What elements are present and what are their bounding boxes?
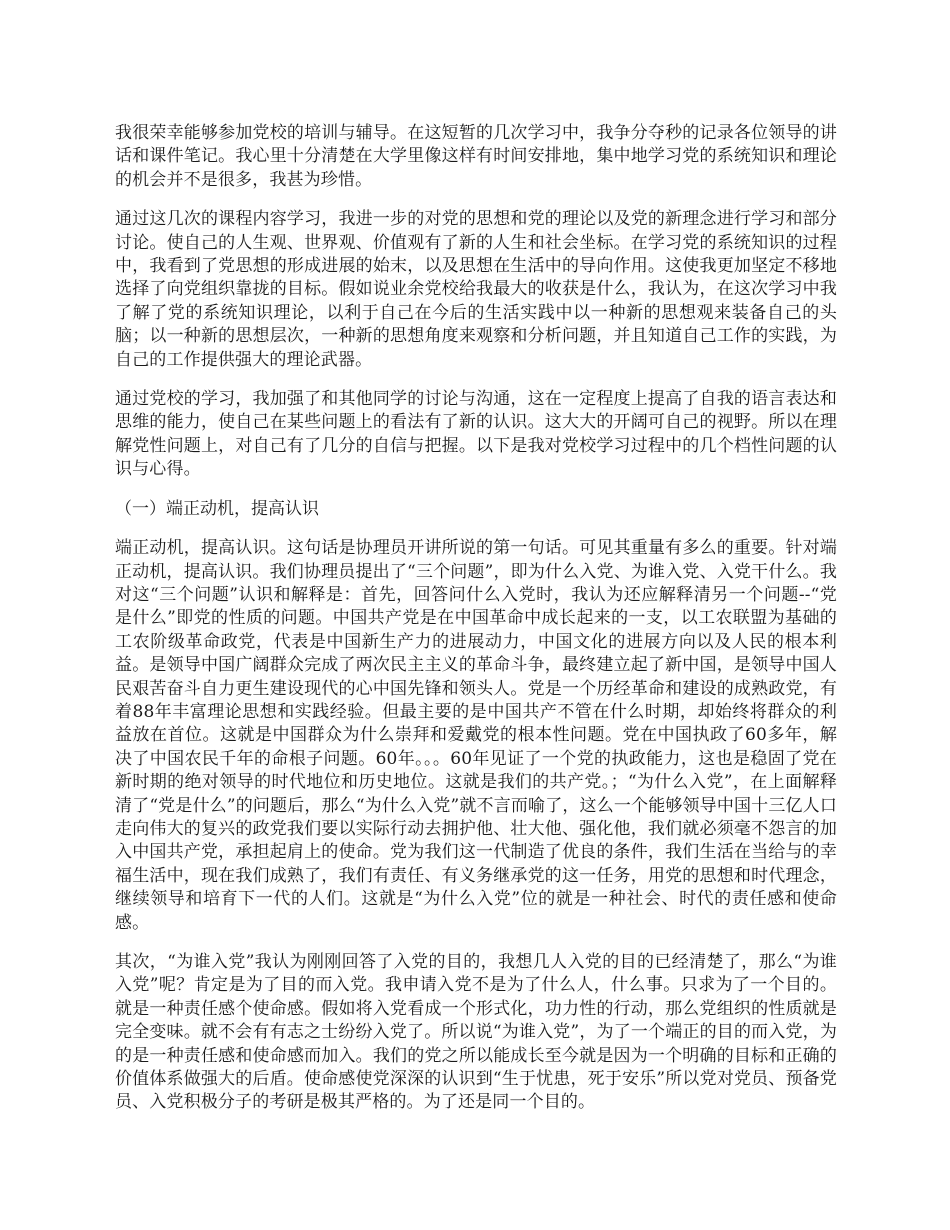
- intro-paragraph-2: 通过这几次的课程内容学习，我进一步的对党的思想和党的理论以及党的新理念进行学习和部分讨论。使自己的人生观、世界观、价值观有了新的人生和社会坐标。在学习党的系统知识的过程中，我看到了党思想的形成进展的始末，以及思想在生活中的导向作用。这使我更加坚定不移地选择了向党组织靠拢的目标。假如说业余党校给我最大的收获是什么，我认为，在这次学习中我了解了党的系统知识理论，以利于自己在今后的生活实践中以一种新的思想观来装备自己的头脑；以一种新的思想层次，一种新的思想角度来观察和分析问题，并且知道自己工作的实践，为自己的工作提供强大的理论武器。: [115, 209, 837, 370]
- intro-paragraph-1: 我很荣幸能够参加党校的培训与辅导。在这短暂的几次学习中，我争分夺秒的记录各位领导的讲话和课件笔记。我心里十分清楚在大学里像这样有时间安排地，集中地学习党的系统知识和理论的机会并不是很多，我甚为珍惜。: [115, 123, 837, 190]
- intro-paragraph-3: 通过党校的学习，我加强了和其他同学的讨论与沟通，这在一定程度上提高了自我的语言表达和思维的能力，使自己在某些问题上的看法有了新的认识。这大大的开阔可自己的视野。所以在理解党性问题上，对自己有了几分的自信与把握。以下是我对党校学习过程中的几个档性问题的认识与心得。: [115, 389, 837, 480]
- section-paragraph-2: 其次，“为谁入党”我认为刚刚回答了入党的目的，我想几人入党的目的已经清楚了，那么“为谁入党”呢？肯定是为了目的而入党。我申请入党不是为了什么人，什么事。只求为了一个目的。就是一种责任感个使命感。假如将入党看成一个形式化，功力性的行动，那么党组织的性质就是完全变味。就不会有有志之士纷纷入党了。所以说“为谁入党”，为了一个端正的目的而入党，为的是一种责任感和使命感而加入。我们的党之所以能成长至今就是因为一个明确的目标和正确的价值体系做强大的后盾。使命感使党深深的认识到“生于忧患，死于安乐”所以党对党员、预备党员、入党积极分子的考研是极其严格的。为了还是同一个目的。: [115, 952, 837, 1113]
- section-heading: （一）端正动机，提高认识: [115, 498, 319, 519]
- section-paragraph-1: 端正动机，提高认识。这句话是协理员开讲所说的第一句话。可见其重量有多么的重要。针对端正动机，提高认识。我们协理员提出了“三个问题”，即为什么入党、为谁入党、入党干什么。我对这“三个问题”认识和解释是：首先，回答问什么入党时，我认为还应解释清另一个问题--“党是什么”即党的性质的问题。中国共产党是在中国革命中成长起来的一支，以工农联盟为基础的工农阶级革命政党，代表是中国新生产力的进展动力，中国文化的进展方向以及人民的根本利益。是领导中国广阔群众完成了两次民主主义的革命斗争，最终建立起了新中国，是领导中国人民艰苦奋斗自力更生建设现代的心中国先锋和领头人。党是一个历经革命和建设的成熟政党，有着88年丰富理论思想和实践经验。但最主要的是中国共产不管在什么时期，却始终将群众的利益放在首位。这就是中国群众为什么崇拜和爱戴党的根本性问题。党在中国执政了60多年，解决了中国农民千年的命根子问题。60年。。。60年见证了一个党的执政能力，这也是稳固了党在新时期的绝对领导的时代地位和历史地位。这就是我们的共产党。；“为什么入党”，在上面解释清了“党是什么”的问题后，那么“为什么入党”就不言而喻了，这么一个能够领导中国十三亿人口走向伟大的复兴的政党我们要以实际行动去拥护他、壮大他、强化他，我们就必须毫不怨言的加入中国共产党，承担起肩上的使命。党为我们这一代制造了优良的条件，我们生活在当给与的幸福生活中，现在我们成熟了，我们有责任、有义务继承党的这一任务，用党的思想和时代理念，继续领导和培育下一代的人们。这就是“为什么入党”位的就是一种社会、时代的责任感和使命感。: [115, 538, 837, 933]
- document-page: [115, 122, 837, 1131]
